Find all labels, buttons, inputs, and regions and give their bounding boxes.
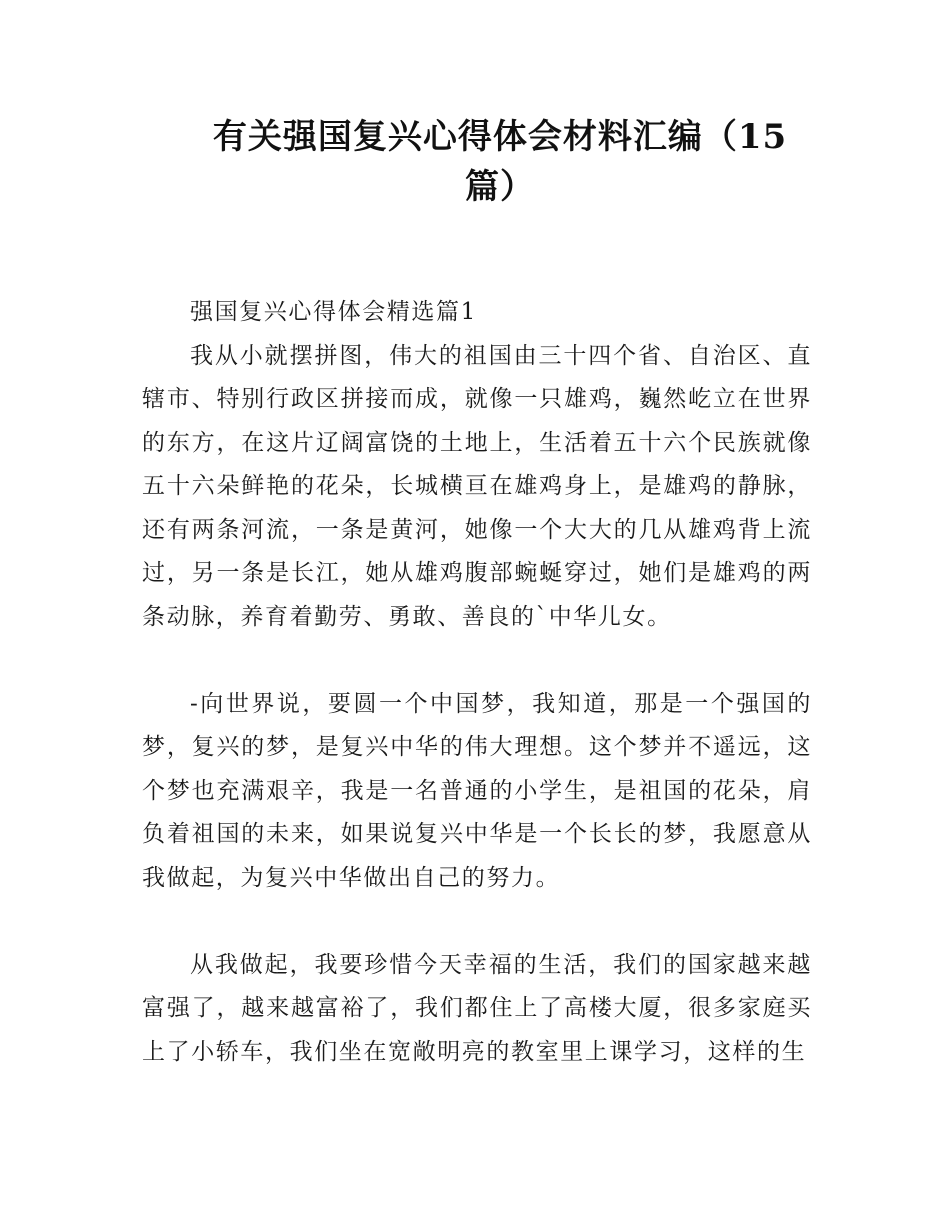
paragraph: -向世界说，要圆一个中国梦，我知道，那是一个强国的梦，复兴的梦，是复兴中华的伟大理想。这个梦并不遥远，这个梦也充满艰辛，我是一名普通的小学生，是祖国的花朵，肩负着祖国的未来，如果说复兴中华是一个长长的梦，我愿意从我做起，为复兴中华做出自己的努力。 (142, 690, 812, 891)
document-body (142, 291, 812, 1074)
paragraph: 从我做起，我要珍惜今天幸福的生活，我们的国家越来越富强了，越来越富裕了，我们都住上了高楼大厦，很多家庭买上了小轿车，我们坐在宽敞明亮的教室里上课学习，这样的生 (142, 951, 812, 1065)
paragraph: 我从小就摆拼图，伟大的祖国由三十四个省、自治区、直辖市、特别行政区拼接而成，就像一只雄鸡，巍然屹立在世界的东方，在这片辽阔富饶的土地上，生活着五十六个民族就像五十六朵鲜艳的花朵，长城横亘在雄鸡身上，是雄鸡的静脉，还有两条河流，一条是黄河，她像一个大大的几从雄鸡背上流过，另一条是长江，她从雄鸡腹部蜿蜒穿过，她们是雄鸡的两条动脉，养育着勤劳、勇敢、善良的`中华儿女。 (142, 342, 812, 630)
section-heading: 强国复兴心得体会精选篇1 (190, 299, 477, 325)
document-title: 有关强国复兴心得体会材料汇编（15篇） (212, 117, 788, 207)
